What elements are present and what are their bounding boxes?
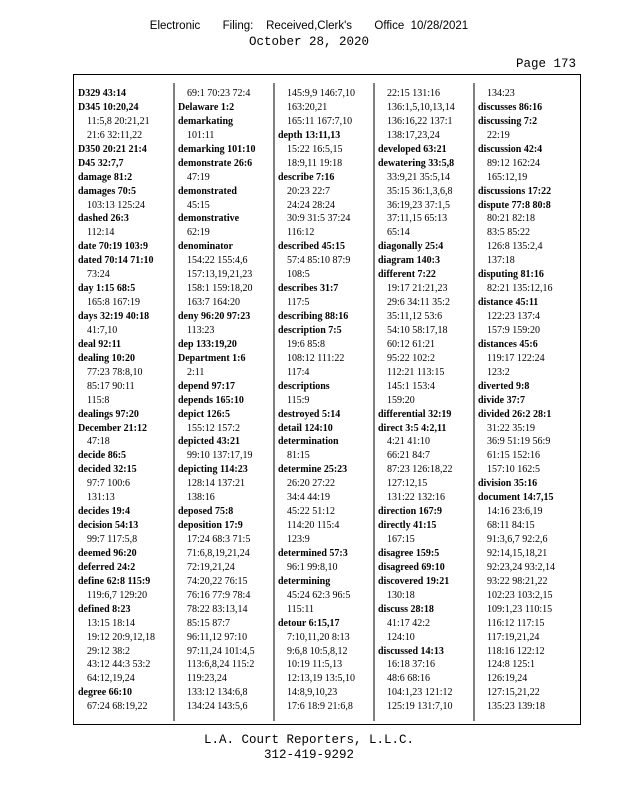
index-line: depend 97:17: [178, 380, 235, 392]
index-line: damages 70:5: [78, 185, 137, 197]
index-line: 137:18: [487, 255, 515, 267]
index-line: determining: [278, 575, 331, 587]
index-line: determined 57:3: [278, 547, 348, 559]
footer-phone: 312-419-9292: [263, 748, 354, 762]
index-line: 133:12 134:6,8: [187, 687, 248, 699]
index-box: [73, 74, 581, 725]
index-line: 96:1 99:8,10: [287, 561, 338, 573]
index-line: discovered 19:21: [378, 575, 450, 587]
index-line: 30:9 31:5 37:24: [287, 213, 351, 225]
index-line: dep 133:19,20: [178, 338, 237, 350]
index-line: 138:16: [187, 492, 215, 504]
index-line: depicting 114:23: [178, 464, 248, 476]
index-line: dispute 77:8 80:8: [478, 199, 551, 211]
index-line: define 62:8 115:9: [78, 575, 151, 587]
index-line: 108:12 111:22: [287, 352, 345, 364]
index-line: 95:22 102:2: [387, 352, 436, 364]
index-line: deemed 96:20: [78, 547, 137, 559]
index-line: 157:9 159:20: [487, 324, 541, 336]
index-line: 113:6,8,24 115:2: [187, 659, 255, 671]
index-line: 81:15: [287, 450, 310, 462]
index-line: D329 43:14: [78, 88, 127, 99]
index-line: 119:17 122:24: [487, 352, 545, 364]
index-line: 135:23 139:18: [487, 701, 546, 713]
efiling-filing: Filing:: [222, 20, 254, 32]
index-line: 163:7 164:20: [187, 297, 241, 309]
index-line: 85:17 90:11: [87, 380, 135, 392]
index-line: 130:18: [387, 589, 415, 601]
index-line: 124:10: [387, 631, 415, 643]
index-line: date 70:19 103:9: [78, 241, 148, 253]
index-line: 122:23 137:4: [487, 311, 541, 322]
index-line: 61:15 152:16: [487, 450, 541, 462]
index-line: 89:12 162:24: [487, 157, 541, 169]
index-line: direction 167:9: [378, 506, 442, 518]
index-line: 87:23 126:18,22: [387, 464, 453, 476]
index-line: determination: [278, 436, 339, 448]
index-line: discussions 17:22: [478, 185, 552, 197]
index-line: 117:5: [287, 297, 310, 309]
index-line: 34:4 44:19: [287, 492, 331, 504]
index-line: 85:15 87:7: [187, 617, 231, 629]
index-line: 103:13 125:24: [87, 199, 146, 211]
index-line: 66:21 84:7: [387, 450, 431, 462]
index-line: 117:19,21,24: [487, 631, 540, 643]
index-line: description 7:5: [278, 324, 342, 336]
index-line: deny 96:20 97:23: [178, 311, 251, 322]
index-line: depict 126:5: [178, 408, 230, 420]
index-line: 97:11,24 101:4,5: [187, 645, 255, 657]
index-line: 128:14 137:21: [187, 478, 246, 490]
index-line: 76:16 77:9 78:4: [187, 589, 251, 601]
index-line: 35:11,12 53:6: [387, 311, 443, 322]
index-line: 69:1 70:23 72:4: [187, 88, 251, 99]
index-line: 11:5,8 20:21,21: [87, 115, 150, 127]
index-line: Department 1:6: [178, 352, 246, 364]
index-line: 9:6,8 10:5,8,12: [287, 645, 348, 657]
index-line: directly 41:15: [378, 520, 437, 532]
index-line: diverted 9:8: [478, 380, 530, 392]
index-line: 36:9 51:19 56:9: [487, 436, 551, 448]
index-line: developed 63:21: [378, 143, 447, 155]
index-line: 134:23: [487, 88, 515, 99]
index-line: differential 32:19: [378, 408, 452, 420]
index-line: 134:24 143:5,6: [187, 701, 248, 713]
index-line: 112:21 113:15: [387, 366, 445, 378]
index-line: determine 25:23: [278, 464, 348, 476]
index-line: 47:19: [187, 171, 210, 183]
index-line: 73:24: [87, 269, 110, 281]
index-line: 67:24 68:19,22: [87, 701, 148, 713]
index-line: demarking 101:10: [178, 143, 256, 155]
index-line: 112:14: [87, 227, 115, 239]
index-line: 29:12 38:2: [87, 645, 131, 657]
index-line: 131:13: [87, 492, 115, 504]
index-line: 117:4: [287, 366, 310, 378]
index-line: deposed 75:8: [178, 506, 234, 518]
index-line: detail 124:10: [278, 422, 333, 434]
index-line: 126:8 135:2,4: [487, 241, 543, 253]
index-line: dealings 97:20: [78, 408, 139, 420]
index-line: 10:19 11:5,13: [287, 659, 343, 671]
index-line: 91:3,6,7 92:2,6: [487, 534, 548, 545]
index-line: 155:12 157:2: [187, 422, 241, 434]
index-line: 157:10 162:5: [487, 464, 541, 476]
index-line: 62:19: [187, 227, 210, 239]
index-line: 41:7,10: [87, 324, 118, 336]
index-line: 114:20 115:4: [287, 520, 340, 532]
index-line: descriptions: [278, 380, 330, 392]
index-line: 116:12 117:15: [487, 617, 545, 629]
index-line: dated 70:14 71:10: [78, 255, 154, 267]
index-line: 17:24 68:3 71:5: [187, 534, 251, 545]
index-line: diagonally 25:4: [378, 241, 444, 253]
index-line: 131:22 132:16: [387, 492, 446, 504]
index-line: 22:15 131:16: [387, 88, 441, 99]
index-line: 18:9,11 19:18: [287, 157, 343, 169]
index-line: 36:19,23 37:1,5: [387, 199, 451, 211]
index-line: divided 26:2 28:1: [478, 408, 552, 420]
index-line: 57:4 85:10 87:9: [287, 255, 351, 267]
index-line: 78:22 83:13,14: [187, 603, 248, 615]
index-line: 92:23,24 93:2,14: [487, 561, 556, 573]
index-line: disputing 81:16: [478, 269, 544, 281]
index-line: 12:13,19 13:5,10: [287, 673, 356, 685]
efiling-office: Office: [374, 20, 405, 32]
index-line: demonstrated: [178, 185, 237, 197]
index-line: 64:12,19,24: [87, 673, 135, 685]
index-line: 115:11: [287, 603, 315, 615]
index-line: destroyed 5:14: [278, 408, 341, 420]
index-line: 125:19 131:7,10: [387, 701, 453, 713]
efiling-stamp: [0, 20, 618, 32]
index-line: 21:6 32:11,22: [87, 129, 143, 141]
index-line: defined 8:23: [78, 603, 131, 615]
index-line: 108:5: [287, 269, 310, 281]
index-line: days 32:19 40:18: [78, 311, 150, 322]
index-line: describing 88:16: [278, 311, 349, 322]
index-line: 37:11,15 65:13: [387, 213, 448, 225]
index-line: 93:22 98:21,22: [487, 575, 548, 587]
index-line: 15:22 16:5,15: [287, 143, 343, 155]
index-line: 14:16 23:6,19: [487, 506, 543, 518]
index-line: 163:20,21: [287, 101, 328, 113]
index-line: 7:10,11,20 8:13: [287, 631, 350, 643]
page-number: Page 173: [515, 57, 576, 71]
index-line: demarkating: [178, 115, 233, 127]
index-line: 80:21 82:18: [487, 213, 536, 225]
index-line: 123:2: [487, 366, 510, 378]
index-line: 145:1 153:4: [387, 380, 436, 392]
index-line: 45:22 51:12: [287, 506, 336, 518]
index-line: 158:1 159:18,20: [187, 283, 253, 295]
index-line: 165:8 167:19: [87, 297, 141, 309]
index-line: 127:15,21,22: [487, 687, 540, 699]
index-line: decide 86:5: [78, 450, 127, 462]
index-line: 68:11 84:15: [487, 520, 535, 532]
index-line: 119:23,24: [187, 673, 227, 685]
index-line: 4:21 41:10: [387, 436, 431, 448]
index-line: 126:19,24: [487, 673, 528, 685]
index-line: D345 10:20,24: [78, 101, 139, 113]
index-line: 19:12 20:9,12,18: [87, 631, 156, 643]
index-line: 154:22 155:4,6: [187, 255, 248, 267]
index-line: discussion 42:4: [478, 143, 543, 155]
index-line: 127:12,15: [387, 478, 428, 490]
column-dividers: [74, 75, 582, 726]
index-line: 138:17,23,24: [387, 129, 440, 141]
index-line: 17:6 18:9 21:6,8: [287, 701, 353, 713]
index-line: damage 81:2: [78, 171, 133, 183]
index-line: distances 45:6: [478, 338, 538, 350]
index-line: 157:13,19,21,23: [187, 269, 253, 281]
transcript-date: October 28, 2020: [248, 35, 370, 49]
index-line: decides 19:4: [78, 506, 130, 518]
index-line: depth 13:11,13: [278, 129, 341, 141]
index-line: 13:15 18:14: [87, 617, 136, 629]
index-line: 167:15: [387, 534, 415, 545]
index-line: December 21:12: [78, 422, 147, 434]
index-line: 72:19,21,24: [187, 561, 235, 573]
index-line: 43:12 44:3 53:2: [87, 659, 151, 671]
index-line: depicted 43:21: [178, 436, 240, 448]
index-line: 165:12,19: [487, 171, 528, 183]
index-line: degree 66:10: [78, 687, 132, 699]
index-line: 104:1,23 121:12: [387, 687, 453, 699]
index-line: 35:15 36:1,3,6,8: [387, 185, 453, 197]
index-line: describes 31:7: [278, 283, 339, 295]
index-line: 116:12: [287, 227, 315, 239]
index-line: deferred 24:2: [78, 561, 136, 573]
index-line: 60:12 61:21: [387, 338, 436, 350]
index-line: discussed 14:13: [378, 645, 444, 657]
index-line: 145:9,9 146:7,10: [287, 88, 356, 99]
index-line: decision 54:13: [78, 520, 139, 532]
footer-company: L.A. Court Reporters, L.L.C.: [203, 733, 415, 747]
index-line: direct 3:5 4:2,11: [378, 422, 447, 434]
index-line: 45:24 62:3 96:5: [287, 589, 351, 601]
index-line: discusses 86:16: [478, 101, 543, 113]
index-line: 115:9: [287, 394, 310, 406]
index-line: denominator: [178, 241, 233, 253]
index-line: 99:7 117:5,8: [87, 534, 138, 545]
index-line: document 14:7,15: [478, 492, 554, 504]
index-line: 165:11 167:7,10: [287, 115, 353, 127]
index-line: 19:17 21:21,23: [387, 283, 448, 295]
index-line: 33:9,21 35:5,14: [387, 171, 451, 183]
index-line: 136:16,22 137:1: [387, 115, 453, 127]
index-line: 82:21 135:12,16: [487, 283, 553, 295]
index-line: decided 32:15: [78, 464, 137, 476]
index-line: 26:20 27:22: [287, 478, 336, 490]
index-line: 99:10 137:17,19: [187, 450, 253, 462]
index-line: 97:7 100:6: [87, 478, 131, 490]
index-line: 102:23 103:2,15: [487, 589, 553, 601]
index-line: distance 45:11: [478, 297, 539, 309]
index-line: 65:14: [387, 227, 410, 239]
efiling-electronic: Electronic: [149, 20, 201, 32]
index-line: 77:23 78:8,10: [87, 366, 143, 378]
index-line: 92:14,15,18,21: [487, 547, 548, 559]
index-line: 101:11: [187, 129, 215, 141]
index-line: D45 32:7,7: [78, 157, 124, 169]
index-line: dashed 26:3: [78, 213, 129, 225]
index-line: describe 7:16: [278, 171, 335, 183]
index-line: 2:11: [187, 366, 205, 378]
index-line: 45:15: [187, 199, 210, 211]
index-line: 22:19: [487, 129, 510, 141]
index-line: 48:6 68:16: [387, 673, 431, 685]
index-line: 83:5 85:22: [487, 227, 531, 239]
index-line: demonstrate 26:6: [178, 157, 253, 169]
index-line: 123:9: [287, 534, 310, 545]
index-line: discuss 28:18: [378, 603, 434, 615]
index-line: 16:18 37:16: [387, 659, 436, 671]
index-line: Delaware 1:2: [178, 101, 235, 113]
index-line: 29:6 34:11 35:2: [387, 297, 450, 309]
index-line: 109:1,23 110:15: [487, 603, 553, 615]
index-line: 74:20,22 76:15: [187, 575, 248, 587]
index-line: day 1:15 68:5: [78, 283, 136, 295]
index-line: detour 6:15,17: [278, 617, 340, 629]
index-line: 113:23: [187, 324, 215, 336]
index-line: dewatering 33:5,8: [378, 157, 455, 169]
index-line: disagree 159:5: [378, 547, 440, 559]
index-line: deal 92:11: [78, 338, 122, 350]
index-line: 41:17 42:2: [387, 617, 431, 629]
index-line: 119:6,7 129:20: [87, 589, 148, 601]
index-line: 124:8 125:1: [487, 659, 536, 671]
index-line: 14:8,9,10,23: [287, 687, 338, 699]
index-line: 118:16 122:12: [487, 645, 545, 657]
index-line: 159:20: [387, 394, 415, 406]
index-line: dealing 10:20: [78, 352, 135, 364]
index-line: described 45:15: [278, 241, 345, 253]
index-line: 47:18: [87, 436, 110, 448]
index-line: 136:1,5,10,13,14: [387, 101, 455, 113]
index-line: disagreed 69:10: [378, 561, 445, 573]
index-line: 71:6,8,19,21,24: [187, 547, 250, 559]
index-line: deposition 17:9: [178, 520, 243, 532]
index-line: demonstrative: [178, 213, 240, 225]
index-line: depends 165:10: [178, 394, 244, 406]
index-line: diagram 140:3: [378, 255, 440, 267]
efiling-received: Received,Clerk's: [266, 20, 353, 32]
index-line: discussing 7:2: [478, 115, 538, 127]
index-line: D350 20:21 21:4: [78, 143, 147, 155]
index-line: division 35:16: [478, 478, 538, 490]
efiling-date: 10/28/2021: [410, 20, 469, 32]
index-line: 54:10 58:17,18: [387, 324, 448, 336]
index-line: 24:24 28:24: [287, 199, 336, 211]
index-line: 19:6 85:8: [287, 338, 326, 350]
index-line: different 7:22: [378, 269, 436, 281]
index-line: 20:23 22:7: [287, 185, 331, 197]
index-line: 115:8: [87, 394, 110, 406]
index-line: 96:11,12 97:10: [187, 631, 248, 643]
index-line: divide 37:7: [478, 394, 525, 406]
index-line: 31:22 35:19: [487, 422, 536, 434]
